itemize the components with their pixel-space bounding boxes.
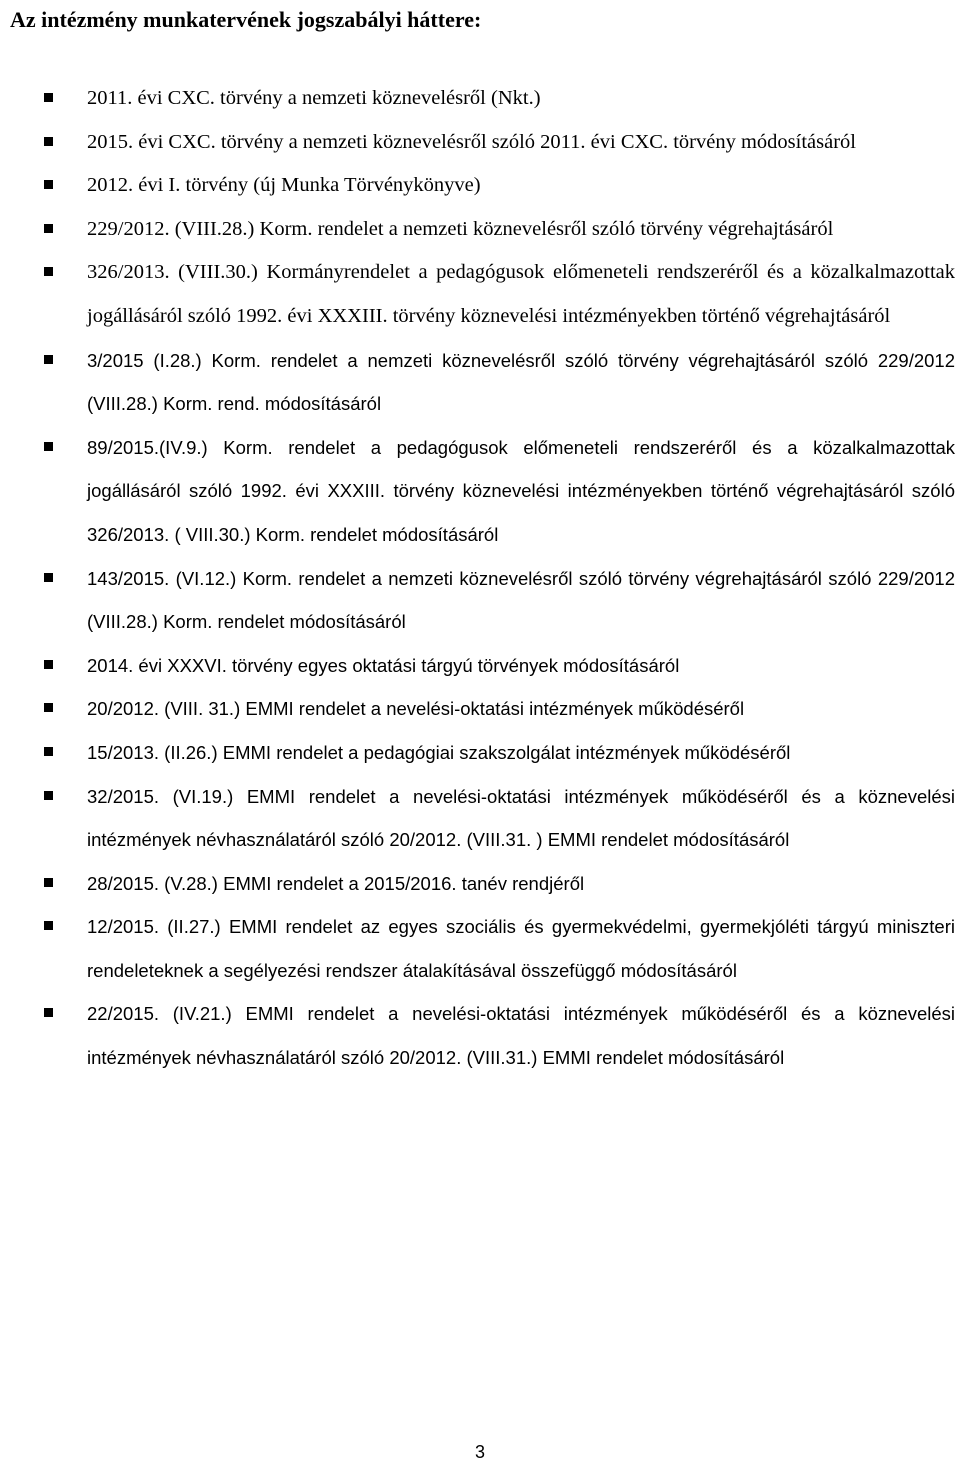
law-list-item-text: 3/2015 (I.28.) Korm. rendelet a nemzeti köznevelésről szóló törvény végrehajtásáról szóló 229/2012 (VIII.28.) Korm. rend. módosításáról <box>87 349 955 415</box>
law-list-item-text: 229/2012. (VIII.28.) Korm. rendelet a nemzeti köznevelésről szóló törvény végrehajtásáról <box>87 217 834 240</box>
square-bullet-icon <box>44 442 53 451</box>
square-bullet-icon <box>44 573 53 582</box>
square-bullet-icon <box>44 791 53 800</box>
law-list-item <box>0 251 955 338</box>
law-list-item-text: 20/2012. (VIII. 31.) EMMI rendelet a nevelési-oktatási intézmények működéséről <box>87 698 745 720</box>
law-list-item-text: 2014. évi XXXVI. törvény egyes oktatási tárgyú törvények módosításáról <box>87 654 680 676</box>
law-list-item-text: 2015. évi CXC. törvény a nemzeti köznevelésről szóló 2011. évi CXC. törvény módosításáról <box>87 130 856 153</box>
square-bullet-icon <box>44 180 53 189</box>
law-list-item-text: 2011. évi CXC. törvény a nemzeti köznevelésről (Nkt.) <box>87 87 541 109</box>
square-bullet-icon <box>44 747 53 756</box>
law-list-item-text: 12/2015. (II.27.) EMMI rendelet az egyes szociális és gyermekvédelmi, gyermekjóléti tárgyú miniszteri rendeleteknek a segélyezési rendszer átalakításával összefüggő módosításáról <box>87 916 955 981</box>
law-list-item <box>0 426 955 557</box>
law-list-item <box>0 557 955 644</box>
law-list-item <box>0 905 955 992</box>
page-heading: Az intézmény munkatervének jogszabályi háttere: <box>10 7 482 32</box>
law-list-item <box>0 77 955 121</box>
square-bullet-icon <box>44 660 53 669</box>
law-list-item <box>0 121 955 165</box>
square-bullet-icon <box>44 921 53 930</box>
page-number: 3 <box>474 1442 485 1462</box>
law-list-item <box>0 208 955 252</box>
legal-basis-list <box>0 77 960 1080</box>
law-list-item-text: 15/2013. (II.26.) EMMI rendelet a pedagógiai szakszolgálat intézmények működéséről <box>87 741 791 763</box>
square-bullet-icon <box>44 137 53 146</box>
law-list-item <box>0 775 955 862</box>
square-bullet-icon <box>44 224 53 233</box>
square-bullet-icon <box>44 703 53 712</box>
law-list-item <box>0 862 955 906</box>
square-bullet-icon <box>44 267 53 276</box>
law-list-item-text: 32/2015. (VI.19.) EMMI rendelet a nevelési-oktatási intézmények működéséről és a köznevelési intézmények névhasználatáról szóló 20/2012. (VIII.31. ) EMMI rendelet módosításáról <box>87 785 955 851</box>
law-list-item-text: 143/2015. (VI.12.) Korm. rendelet a nemzeti köznevelésről szóló törvény végrehajtásáról szóló 229/2012 (VIII.28.) Korm. rendelet módosításáról <box>87 567 955 633</box>
law-list-item <box>0 164 955 208</box>
square-bullet-icon <box>44 93 53 102</box>
law-list-item <box>0 731 955 775</box>
law-list-item <box>0 992 955 1079</box>
law-list-item <box>0 687 955 731</box>
law-list-item-text: 2012. évi I. törvény (új Munka Törvénykönyve) <box>87 174 481 197</box>
law-list-item <box>0 339 955 426</box>
law-list-item-text: 28/2015. (V.28.) EMMI rendelet a 2015/2016. tanév rendjéről <box>87 872 585 894</box>
square-bullet-icon <box>44 878 53 887</box>
law-list-item <box>0 644 955 688</box>
law-list-item-text: 89/2015.(IV.9.) Korm. rendelet a pedagógusok előmeneteli rendszeréről és a közalkalmazottak jogállásáról szóló 1992. évi XXXIII. törvény köznevelési intézményekben történő végrehajtásáról szóló 326/2013. ( VIII.30.) Korm. rendelet módosításáról <box>87 436 955 545</box>
law-list-item-text: 326/2013. (VIII.30.) Kormányrendelet a pedagógusok előmeneteli rendszeréről és a közalkalmazottak jogállásáról szóló 1992. évi XXXIII. törvény köznevelési intézményekben történő végrehajtásáról <box>87 261 955 327</box>
square-bullet-icon <box>44 355 53 364</box>
square-bullet-icon <box>44 1008 53 1017</box>
law-list-item-text: 22/2015. (IV.21.) EMMI rendelet a nevelési-oktatási intézmények működéséről és a köznevelési intézmények névhasználatáról szóló 20/2012. (VIII.31.) EMMI rendelet módosításáról <box>87 1003 955 1069</box>
